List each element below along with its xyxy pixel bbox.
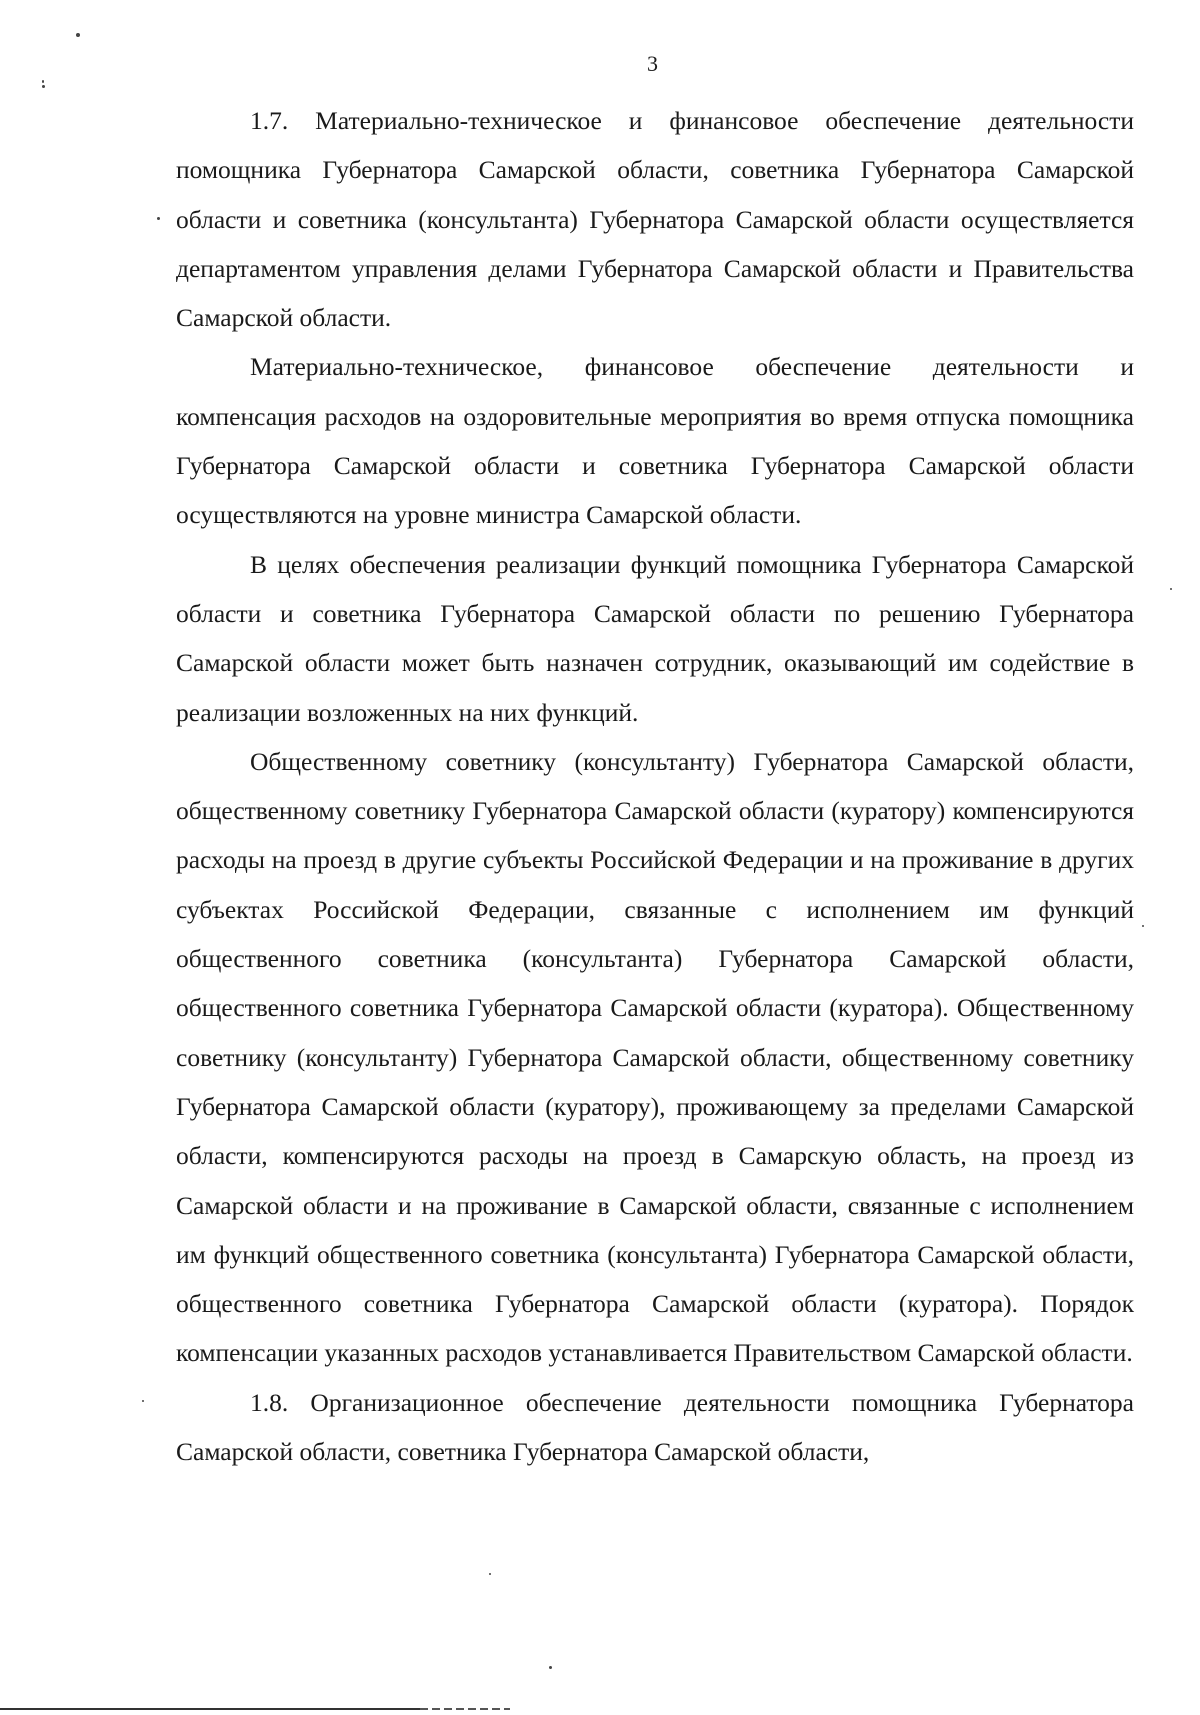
paragraph-material-support: Материально-техническое, финансовое обеспечение деятельности и компенсация расходов на оздоровительные мероприятия во время отпуска помощника Губернатора Самарской области и советника Губернатора Самарской области осуществляются на уровне министра Самарской области. (176, 352, 1134, 530)
scan-speck (489, 1573, 491, 1575)
scan-edge-line (0, 1708, 420, 1710)
scan-speck (142, 1400, 144, 1402)
document-body (176, 96, 1134, 1476)
scan-speck (157, 217, 160, 220)
scan-speck (549, 1666, 552, 1669)
scan-speck (76, 33, 80, 37)
paragraph-public-advisor-compensation: Общественному советнику (консультанту) Губернатора Самарской области, общественному советнику Губернатора Самарской области (куратору) компенсируются расходы на проезд в другие субъекты Российской Федерации и на проживание в других субъектах Российской Федерации, связанные с исполнением им функций общественного советника (консультанта) Губернатора Самарской области, общественного советника Губернатора Самарской области (куратора). Общественному советнику (консультанту) Губернатора Самарской области, общественному советнику Губернатора Самарской области (куратору), проживающему за пределами Самарской области, компенсируются расходы на проезд в Самарскую область, на проезд из Самарской области и на проживание в Самарской области, связанные с исполнением им функций общественного советника (консультанта) Губернатора Самарской области, общественного советника Губернатора Самарской области (куратора). Порядок компенсации указанных расходов устанавливается Правительством Самарской области. (176, 746, 1134, 1368)
scan-speck (42, 80, 44, 83)
paragraph-1-7: 1.7. Материально-техническое и финансовое обеспечение деятельности помощника Губернатора Самарской области, советника Губернатора Самарской области и советника (консультанта) Губернатора Самарской области осуществляется департаментом управления делами Губернатора Самарской области и Правительства Самарской области. (176, 106, 1134, 333)
scan-speck (1142, 925, 1144, 927)
scan-edge-line (420, 1708, 510, 1710)
scan-speck (42, 85, 45, 88)
paragraph-1-8: 1.8. Организационное обеспечение деятельности помощника Губернатора Самарской области, советника Губернатора Самарской области, (176, 1387, 1134, 1467)
page-number: 3 (647, 51, 658, 76)
scan-speck (1170, 588, 1172, 590)
paragraph-assistant-staff: В целях обеспечения реализации функций помощника Губернатора Самарской области и советника Губернатора Самарской области по решению Губернатора Самарской области может быть назначен сотрудник, оказывающий им содействие в реализации возложенных на них функций. (176, 549, 1134, 727)
